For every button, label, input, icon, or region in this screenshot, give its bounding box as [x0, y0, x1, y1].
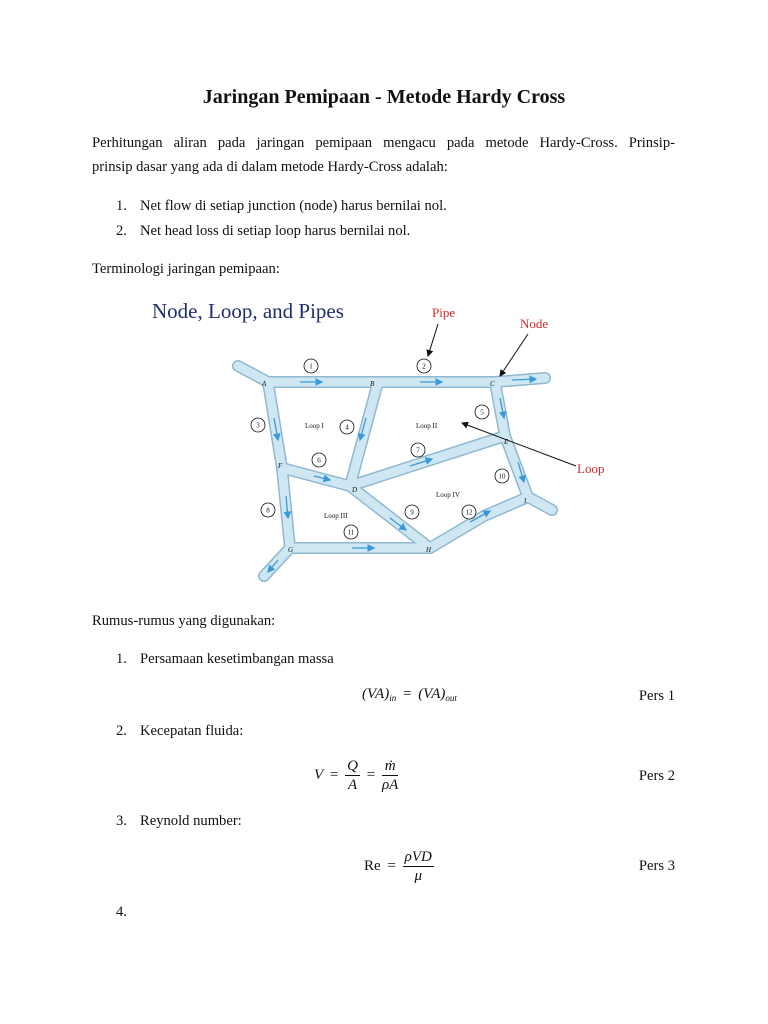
- loop-3: Loop III: [324, 512, 348, 520]
- pipe-2: 2: [422, 362, 426, 371]
- intro-line-1: Perhitungan aliran pada jaringan pemipaan mengacu pada metode Hardy-Cross. Prinsip-: [92, 135, 675, 151]
- node-a: A: [262, 380, 267, 388]
- pipe-8: 8: [266, 506, 270, 515]
- pers-2-label: Pers 2: [638, 768, 675, 784]
- node-h: H: [426, 546, 432, 554]
- reynolds-equation: Re = $\frac{\text{ρVD}}{\mu}$: [364, 849, 432, 884]
- loop-2: Loop II: [416, 422, 438, 430]
- pipe-1: 1: [309, 362, 313, 371]
- figure-heading: Node, Loop, and Pipes: [152, 299, 344, 323]
- pipe-7: 7: [416, 446, 420, 455]
- pipe-4: 4: [345, 423, 349, 432]
- mass-balance-equation: $(VA)_{in} = (VA)_{out}$: [362, 686, 457, 703]
- principle-item-1: 1. Net flow di setiap junction (node) harus bernilai nol.: [116, 198, 447, 214]
- pers-1-label: Pers 1: [638, 688, 675, 704]
- node-d: D: [352, 486, 358, 494]
- formula-item-1: 1. Persamaan kesetimbangan massa: [116, 651, 334, 667]
- formula-item-3: 3. Reynold number:: [116, 813, 242, 829]
- node-b: B: [370, 380, 375, 388]
- formula-item-2: 2. Kecepatan fluida:: [116, 723, 244, 739]
- pipe-3: 3: [256, 421, 260, 430]
- pipe-11: 11: [347, 528, 355, 537]
- pers-3-label: Pers 3: [638, 858, 675, 874]
- node-callout-label: Node: [520, 316, 549, 331]
- node-i: I: [524, 497, 527, 505]
- principle-item-2: 2. Net head loss di setiap loop harus bernilai nol.: [116, 223, 411, 239]
- intro-line-2: prinsip dasar yang ada di dalam metode Hardy-Cross adalah:: [92, 159, 448, 175]
- pipe-5: 5: [480, 408, 484, 417]
- node-f: F: [278, 462, 283, 470]
- node-g: G: [288, 546, 294, 554]
- pipe-10: 10: [498, 472, 506, 481]
- pipe-9: 9: [410, 508, 414, 517]
- node-c: C: [490, 380, 495, 388]
- pipe-callout-label: Pipe: [432, 305, 456, 320]
- pipe-12: 12: [465, 508, 473, 517]
- pipe-network-figure: [140, 290, 640, 590]
- formula-item-4: 4.: [116, 904, 127, 920]
- loop-1: Loop I: [305, 422, 324, 430]
- loop-4: Loop IV: [436, 491, 460, 499]
- intro-paragraph: [92, 131, 675, 179]
- loop-callout-label: Loop: [577, 461, 605, 476]
- pipe-6: 6: [317, 456, 321, 465]
- formulas-label: Rumus-rumus yang digunakan:: [92, 613, 276, 629]
- terminology-label: Terminologi jaringan pemipaan:: [92, 261, 280, 277]
- node-e: E: [504, 438, 509, 446]
- velocity-equation: V = $\frac{Q}{A}$ = $\frac{\text{ṁ}}{\rho A}$: [314, 758, 399, 793]
- page-title: Jaringan Pemipaan - Metode Hardy Cross: [202, 86, 566, 108]
